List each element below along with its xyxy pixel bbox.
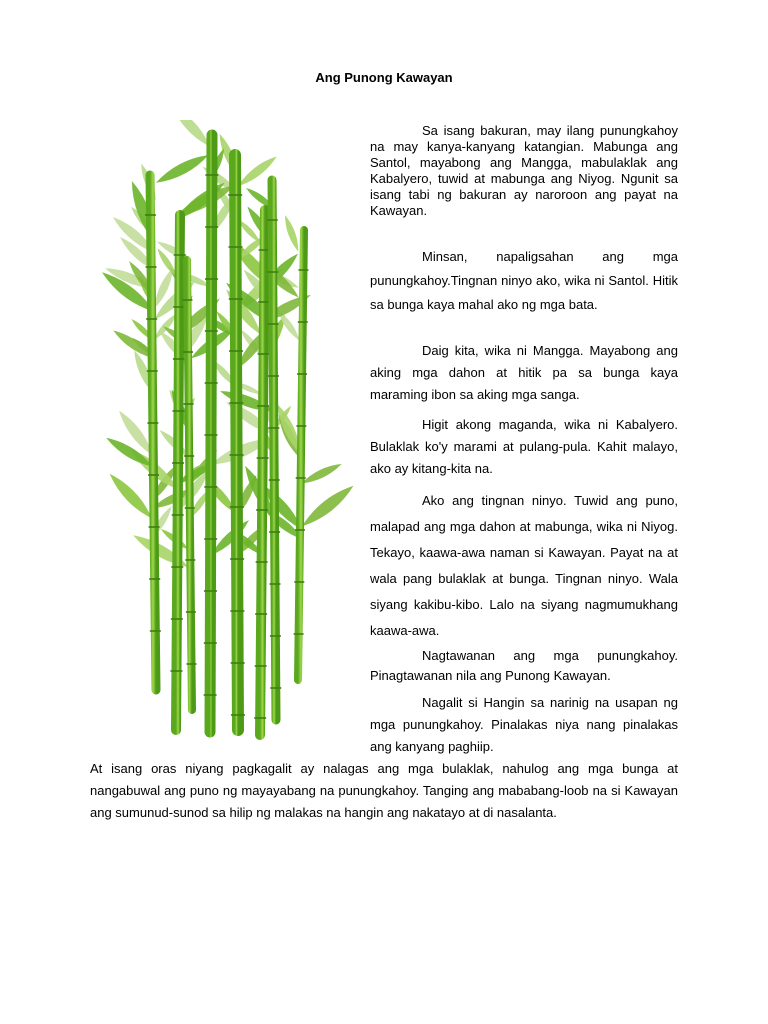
bamboo-stalks [145,135,309,735]
document-title: Ang Punong Kawayan [315,70,453,85]
paragraph-2: Minsan, napaligsahan ang mga punungkahoy.Tingnan ninyo ako, wika ni Santol. Hitik sa bunga kaya mahal ako ng mga bata. [370,249,678,312]
paragraph-5: Ako ang tingnan ninyo. Tuwid ang puno, malapad ang mga dahon at mabunga, wika ni Niyog. Tekayo, kaawa-awa naman si Kawayan. Payat na at wala pang bulaklak at bunga. Tingnan ninyo. Wala siyang kakibu-kibo. Lalo na siyang nagmumukhang kaawa-awa. [370,493,678,638]
paragraph-3: Daig kita, wika ni Mangga. Mayabong ang aking mga dahon at hitik pa sa bunga kaya maraming ibon sa aking mga sanga. [370,343,678,402]
paragraph-6: Nagtawanan ang mga punungkahoy. Pinagtawanan nila ang Punong Kawayan. [370,648,678,683]
paragraph-4: Higit akong maganda, wika ni Kabalyero. Bulaklak ko'y marami at pulang-pula. Kahit malayo, ako ay kitang-kita na. [370,417,678,476]
bamboo-leaves [98,120,357,572]
bamboo-illustration [88,120,368,750]
paragraph-1: Sa isang bakuran, may ilang punungkahoy na may kanya-kanyang katangian. Mabunga ang Santol, mayabong ang Mangga, mabulaklak ang Kabalyero, tuwid at mabunga ang Niyog. Ngunit sa isang tabi ng bakuran ay naroroon ang payat na Kawayan. [370,123,678,218]
paragraph-7: Nagalit si Hangin sa narinig na usapan ng mga punungkahoy. Pinalakas niya nang pinalakas ang kanyang paghiip. [370,695,678,754]
closing-paragraph: At isang oras niyang pagkagalit ay nalagas ang mga bulaklak, nahulog ang mga bunga at nangabuwal ang puno ng mayayabang na punungkahoy. Tanging ang mababang-loob na si Kawayan ang sumunud-sunod sa hilip ng malakas na hangin ang nakatayo at di nasalanta. [90,761,678,820]
